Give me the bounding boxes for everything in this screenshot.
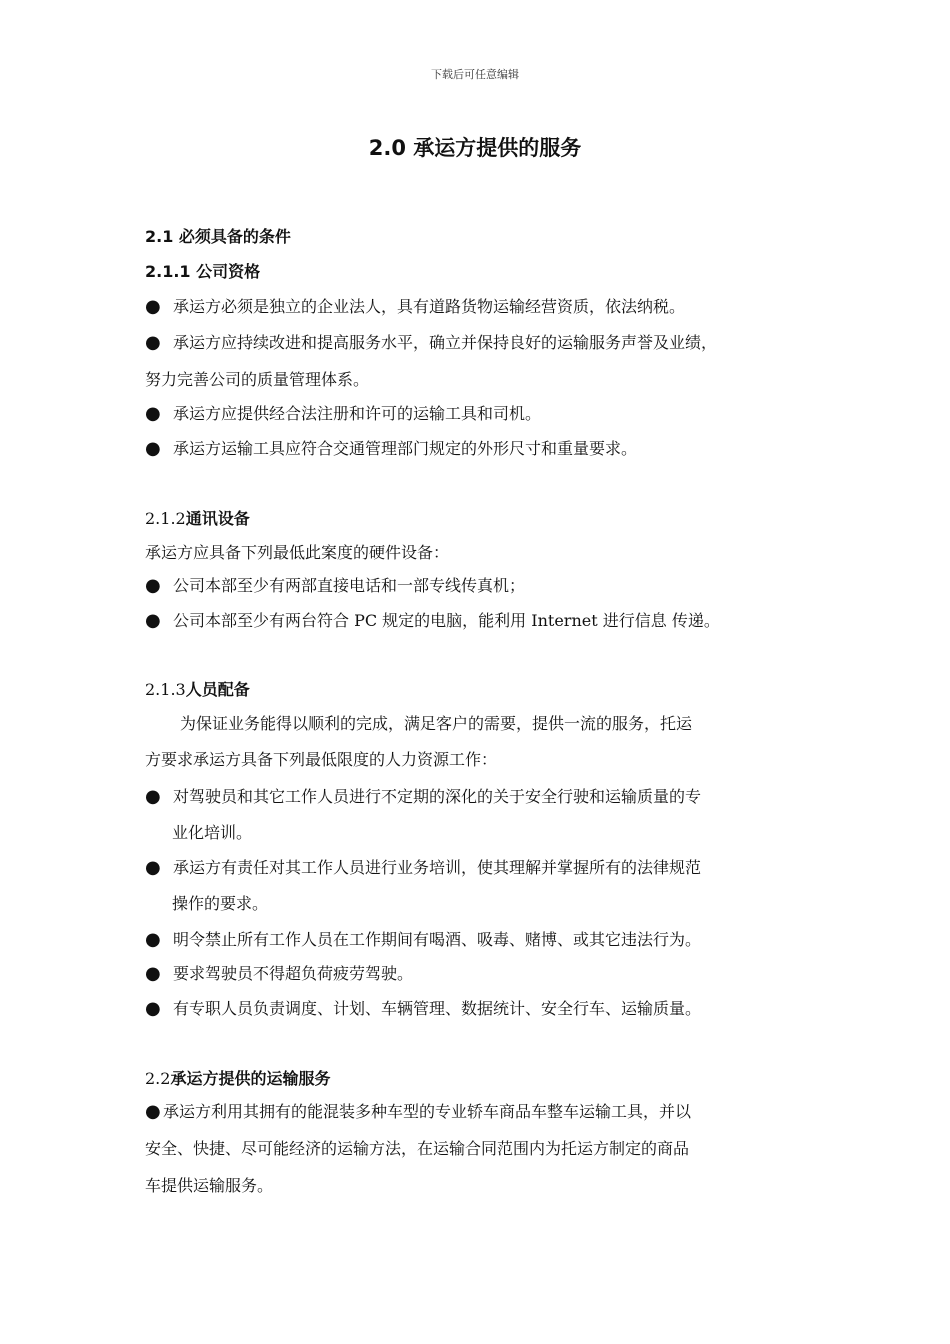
bullet-icon: ● <box>145 1101 161 1122</box>
bullet-icon: ● <box>145 403 161 424</box>
bullet-icon: ● <box>145 857 161 878</box>
bullet-icon: ● <box>145 332 161 353</box>
list-item: ● 明令禁止所有工作人员在工作期间有喝酒、吸毒、赌博、或其它违法行为。 <box>145 929 702 950</box>
list-item-continuation: 操作的要求。 <box>172 894 269 913</box>
bullet-icon: ● <box>145 438 161 459</box>
list-item: ● 要求驾驶员不得超负荷疲劳驾驶。 <box>145 963 414 984</box>
section-heading-2-1: 2.1 必须具备的条件 <box>145 227 291 246</box>
header-note: 下载后可任意编辑 <box>431 68 519 81</box>
list-item: ● 公司本部至少有两台符合 PC 规定的电脑，能利用 Internet 进行信息 传递。 <box>145 610 720 631</box>
bullet-icon: ● <box>145 929 161 950</box>
page-title: 2.0 承运方提供的服务 <box>368 136 582 160</box>
list-item: ● 承运方有责任对其工作人员进行业务培训，使其理解并掌握所有的法律规范 <box>145 857 702 878</box>
list-item: ● 公司本部至少有两部直接电话和一部专线传真机； <box>145 575 526 596</box>
paragraph: 为保证业务能得以顺利的完成，满足客户的需要，提供一流的服务，托运 <box>180 714 693 733</box>
paragraph: 承运方应具备下列最低此案度的硬件设备： <box>145 543 450 562</box>
bullet-icon: ● <box>145 610 161 631</box>
list-item: ● 承运方运输工具应符合交通管理部门规定的外形尺寸和重量要求。 <box>145 438 638 459</box>
list-item: ● 对驾驶员和其它工作人员进行不定期的深化的关于安全行驶和运输质量的专 <box>145 786 702 807</box>
paragraph-continuation: 方要求承运方具备下列最低限度的人力资源工作： <box>145 750 498 769</box>
bullet-icon: ● <box>145 575 161 596</box>
paragraph-continuation: 安全、快捷、尽可能经济的运输方法，在运输合同范围内为托运方制定的商品 <box>145 1139 690 1158</box>
section-heading-2-1-3: 2.1.3人员配备 <box>145 680 250 699</box>
list-item: ● 有专职人员负责调度、计划、车辆管理、数据统计、安全行车、运输质量。 <box>145 998 702 1019</box>
bullet-icon: ● <box>145 296 161 317</box>
bullet-icon: ● <box>145 786 161 807</box>
paragraph: ● 承运方利用其拥有的能混装多种车型的专业轿车商品车整车运输工具，并以 <box>145 1101 692 1122</box>
list-item: ● 承运方应持续改进和提高服务水平，确立并保持良好的运输服务声誉及业绩， <box>145 332 718 353</box>
section-heading-2-1-1: 2.1.1 公司资格 <box>145 262 261 281</box>
list-item-continuation: 业化培训。 <box>172 823 253 842</box>
bullet-icon: ● <box>145 963 161 984</box>
section-heading-2-1-2: 2.1.2通讯设备 <box>145 509 250 528</box>
list-item: ● 承运方应提供经合法注册和许可的运输工具和司机。 <box>145 403 542 424</box>
list-item: ● 承运方必须是独立的企业法人，具有道路货物运输经营资质，依法纳税。 <box>145 296 686 317</box>
paragraph-continuation: 车提供运输服务。 <box>145 1176 274 1195</box>
list-item-continuation: 努力完善公司的质量管理体系。 <box>145 370 370 389</box>
section-heading-2-2: 2.2承运方提供的运输服务 <box>145 1069 331 1088</box>
bullet-icon: ● <box>145 998 161 1019</box>
